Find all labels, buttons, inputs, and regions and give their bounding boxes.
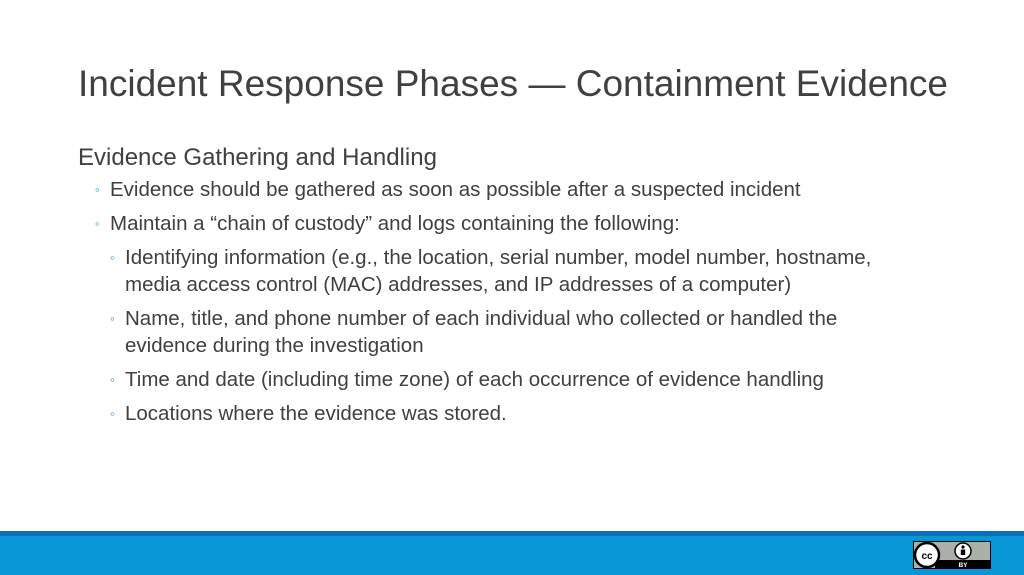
bullet-text: Locations where the evidence was stored. [125,402,507,425]
bullet-text: Identifying information (e.g., the location, serial number, model number, hostname, media access control (MAC) addresses, and IP addresses of a computer) [125,246,872,296]
sub-bullet-item [78,244,925,298]
slide-title: Incident Response Phases — Containment Evidence [78,63,949,104]
footer-bar [0,531,1024,575]
sub-bullet-item [78,366,925,393]
bullet-circle-icon: ◦ [110,406,115,421]
cc-by-icon [913,541,991,569]
sub-bullet-item [78,305,925,359]
bullet-text: Time and date (including time zone) of each occurrence of evidence handling [125,368,824,391]
section-heading: Evidence Gathering and Handling [78,144,437,171]
bullet-text: Maintain a “chain of custody” and logs containing the following: [110,212,680,235]
bullet-circle-icon: ◦ [110,372,115,387]
bullet-circle-icon: ◦ [95,216,100,231]
bullet-list [78,176,978,427]
bullet-circle-icon: ◦ [110,311,115,326]
bullet-item [78,210,978,237]
license-label: BY [958,562,968,569]
sub-bullet-item [78,400,925,427]
bullet-circle-icon: ◦ [95,182,100,197]
bullet-text: Name, title, and phone number of each individual who collected or handled the evidence during the investigation [125,307,838,357]
bullet-item [78,176,978,203]
bullet-text: Evidence should be gathered as soon as possible after a suspected incident [110,178,801,201]
svg-text:cc: cc [921,551,933,562]
bullet-circle-icon: ◦ [110,250,115,265]
slide-content [78,142,978,434]
